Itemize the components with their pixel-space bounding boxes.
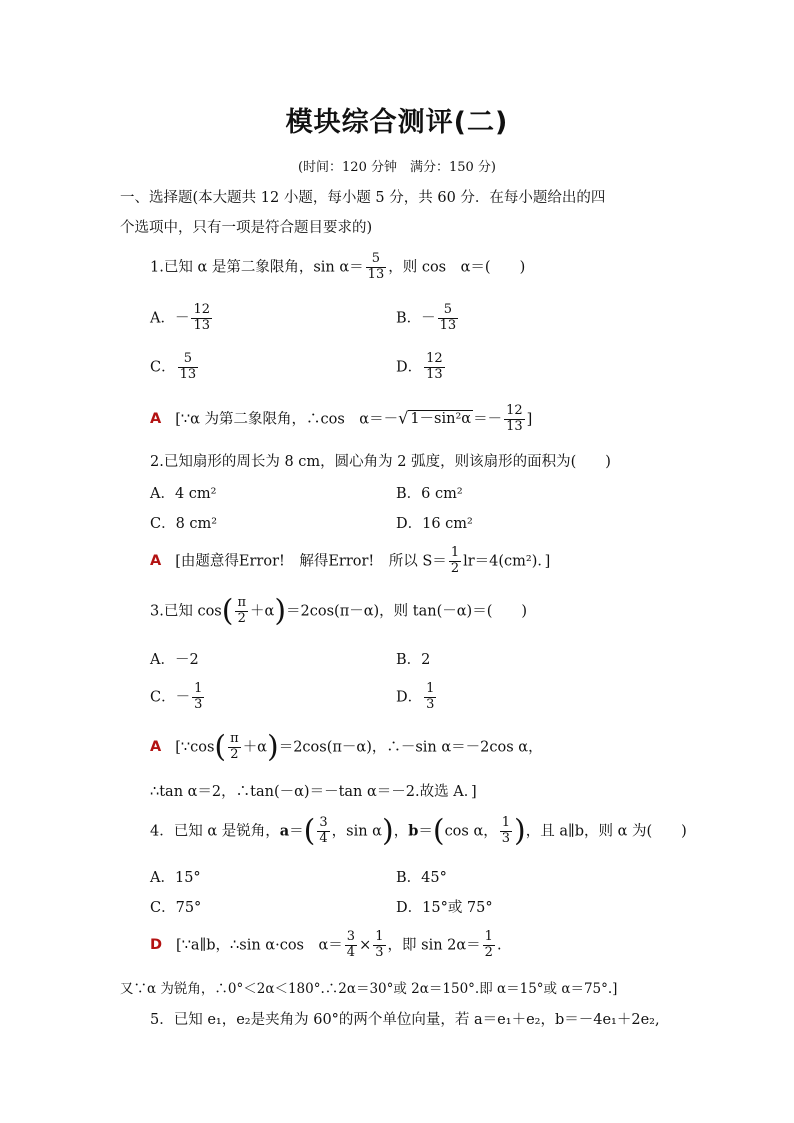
q2-option-c: C．8 cm²	[150, 516, 218, 532]
q5-stem: 5．已知 e₁，e₂是夹角为 60°的两个单位向量，若 a＝e₁＋e₂，b＝－4e₁＋2e₂,	[150, 1012, 660, 1028]
q3-solution-line2: ∴tan α＝2，∴tan(－α)＝－tan α＝－2.故选 A．]	[150, 784, 477, 800]
q2-option-b: B．6 cm²	[396, 486, 463, 502]
q3-solution: A [∵cos( $\frac{\pi}{2}$ ＋α)＝2cos(π－α)，∴－sin α＝－2cos α，	[150, 729, 543, 765]
q1-option-d: D． $\frac{12}{13}$	[396, 351, 443, 382]
section-heading-line1: 一、选择题(本大题共 12 小题，每小题 5 分，共 60 分．在每小题给出的四	[120, 190, 606, 206]
page-title: 模块综合测评(二)	[285, 107, 509, 138]
q2-stem: 2.已知扇形的周长为 8 cm，圆心角为 2 弧度，则该扇形的面积为( )	[150, 454, 611, 470]
q1-option-b: B．－ $\frac{5}{13}$	[396, 302, 457, 333]
q4-option-b: B．45°	[396, 870, 447, 886]
q3-option-b: B．2	[396, 652, 431, 668]
q3-stem: 3.已知 cos( $\frac{\pi}{2}$ ＋α)＝2cos(π－α)，则 tan(－α)＝( )	[150, 593, 528, 629]
q4-solution: D [∵a∥b，∴sin α·cos α＝ $\frac{3}{4}$ × $\frac{1}{3}$ ，即 sin 2α＝ $\frac{1}{2}$ .	[150, 929, 502, 960]
q1-stem: 1.已知 α 是第二象限角，sin α＝ $\frac{5}{13}$ ，则 cos α＝( )	[150, 251, 526, 282]
q4-option-d: D．15°或 75°	[396, 900, 493, 916]
q2-option-a: A．4 cm²	[150, 486, 217, 502]
q1-option-c: C． $\frac{5}{13}$	[150, 351, 197, 382]
q4-answer: D	[150, 937, 163, 954]
q3-option-d: D． $\frac{1}{3}$	[396, 681, 435, 712]
q1-option-a: A．－ $\frac{12}{13}$	[150, 302, 211, 333]
q4-option-a: A．15°	[150, 870, 201, 886]
q3-option-c: C．－ $\frac{1}{3}$	[150, 681, 203, 712]
q1-solution: A [∵α 为第二象限角，∴cos α＝－√ 1－sin²α ＝－ $\frac{12}{13}$ ]	[150, 403, 533, 434]
q2-solution: A [由题意得Error! 解得Error! 所以 S＝ $\frac{1}{2}$ lr＝4(cm²)．]	[150, 545, 551, 576]
section-heading-line2: 个选项中，只有一项是符合题目要求的)	[120, 220, 373, 236]
q4-option-c: C．75°	[150, 900, 202, 916]
q1-stem-fraction: $\frac{5}{13}$	[367, 251, 385, 282]
exam-meta: (时间：120 分钟 满分：150 分)	[297, 160, 497, 175]
q1-answer: A	[150, 411, 162, 428]
q4-solution-line2: 又∵α 为锐角，∴0°＜2α＜180°.∴2α＝30°或 2α＝150°.即 α＝15°或 α＝75°.]	[120, 981, 618, 997]
q2-answer: A	[150, 553, 162, 570]
q4-stem: 4．已知 α 是锐角，a＝( $\frac{3}{4}$ ，sin α)，b＝(cos α， $\frac{1}{3}$ )，且 a∥b，则 α 为( )	[150, 813, 687, 849]
q3-answer: A	[150, 739, 162, 756]
q2-option-d: D．16 cm²	[396, 516, 473, 532]
q3-option-a: A．－2	[150, 652, 199, 668]
